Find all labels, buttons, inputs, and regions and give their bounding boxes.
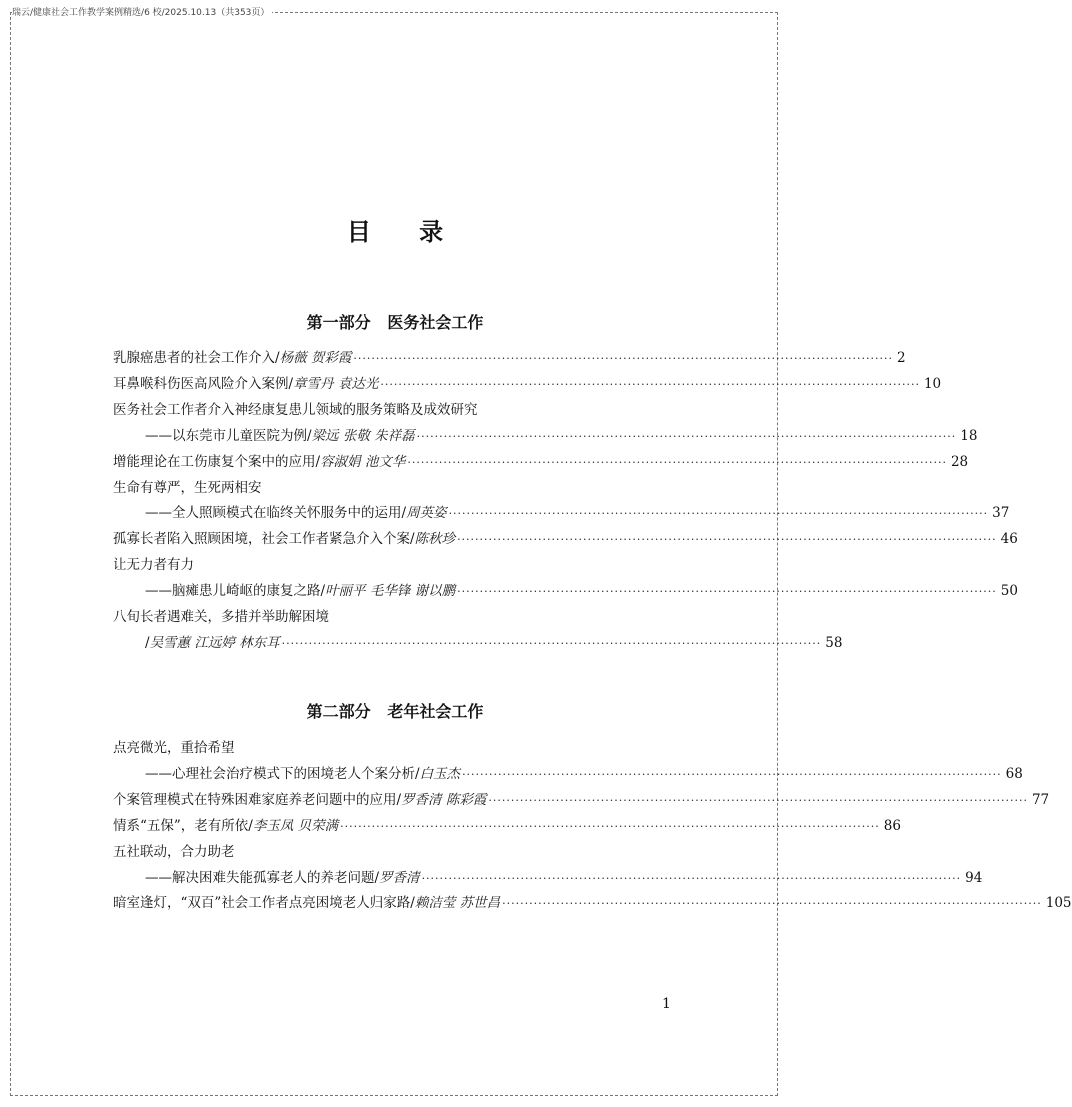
leader-dots: ························································································································ <box>353 352 893 365</box>
leader-dots: ························································································································ <box>462 768 1002 781</box>
entry-authors: 梁远 张敬 朱祥磊 <box>311 428 415 444</box>
toc-entry[interactable] <box>113 451 969 473</box>
entry-title: ——以东莞市儿童医院为例/ <box>145 428 312 444</box>
toc-entry[interactable] <box>145 580 1018 602</box>
entry-authors: 章雪丹 袁达光 <box>293 376 379 392</box>
leader-dots: ························································································································ <box>421 872 962 885</box>
entry-title: 暗室逢灯，“双百”社会工作者点亮困境老人归家路/ <box>113 895 415 911</box>
entry-page-number: 68 <box>1005 766 1023 782</box>
entry-title: 五社联动，合力助老 <box>113 844 235 860</box>
entry-title: ——全人照顾模式在临终关怀服务中的运用/ <box>145 505 407 521</box>
entry-title: 情系“五保”，老有所依/ <box>113 818 253 834</box>
toc-entry-title-line <box>113 606 680 628</box>
entry-title: 点亮微光，重拾希望 <box>113 740 235 756</box>
entry-page-number: 58 <box>825 635 843 651</box>
toc-entry-title-line <box>113 554 680 576</box>
entry-page-number: 50 <box>1000 583 1018 599</box>
leader-dots: ························································································································ <box>457 585 997 598</box>
part-heading: 第一部分 医务社会工作 <box>306 313 484 332</box>
toc-entry[interactable] <box>113 373 942 395</box>
toc-entry-title-line <box>113 399 680 421</box>
leader-dots: ························································································································ <box>502 897 1042 910</box>
toc-entry-title-line <box>113 477 680 499</box>
leader-dots: ························································································································ <box>380 378 920 391</box>
toc-entry[interactable] <box>113 789 1050 811</box>
leader-dots: ························································································································ <box>281 637 822 650</box>
entry-title: 个案管理模式在特殊困难家庭养老问题中的应用/ <box>113 792 402 808</box>
entry-title: 生命有尊严，生死两相安 <box>113 480 262 496</box>
entry-page-number: 46 <box>1000 531 1018 547</box>
part-heading: 第二部分 老年社会工作 <box>306 702 484 721</box>
entry-title: ——脑瘫患儿崎岖的康复之路/ <box>145 583 326 599</box>
toc-entry[interactable] <box>145 502 1010 524</box>
page-number: 1 <box>662 996 671 1012</box>
toc-entry[interactable] <box>113 528 1018 550</box>
entry-title: 增能理论在工伤康复个案中的应用/ <box>113 454 321 470</box>
entry-page-number: 18 <box>960 428 978 444</box>
entry-authors: 叶丽平 毛华锋 谢以鹏 <box>325 583 456 599</box>
entry-authors: 罗香清 陈彩霞 <box>401 792 487 808</box>
toc-entry[interactable] <box>145 867 983 889</box>
entry-title: ——解决困难失能孤寡老人的养老问题/ <box>145 870 380 886</box>
entry-page-number: 10 <box>923 376 942 392</box>
leader-dots: ························································································································ <box>448 507 989 520</box>
entry-authors: 杨薇 贺彩霞 <box>279 350 352 366</box>
leader-dots: ························································································································ <box>457 533 997 546</box>
toc-entry[interactable] <box>145 632 843 654</box>
entry-title: 乳腺癌患者的社会工作介入/ <box>113 350 280 366</box>
entry-page-number: 105 <box>1045 895 1072 911</box>
entry-authors: 周英姿 <box>406 505 447 521</box>
leader-dots: ························································································································ <box>407 456 947 469</box>
entry-authors: 容淑娟 池文华 <box>320 454 406 470</box>
toc-entry[interactable] <box>113 815 901 837</box>
toc-entry[interactable] <box>113 347 906 369</box>
toc-entry[interactable] <box>145 425 978 447</box>
entry-page-number: 2 <box>896 350 906 366</box>
entry-page-number: 28 <box>950 454 969 470</box>
entry-title: 让无力者有力 <box>113 557 194 573</box>
header-note: 瑞云/健康社会工作教学案例精选/6 校/2025.10.13（共353页） <box>12 8 272 19</box>
entry-title: 孤寡长者陷入照顾困境，社会工作者紧急介入个案/ <box>113 531 415 547</box>
entry-title: 医务社会工作者介入神经康复患儿领域的服务策略及成效研究 <box>113 402 478 418</box>
entry-title: 八旬长者遇难关，多措并举助解困境 <box>113 609 329 625</box>
entry-page-number: 77 <box>1031 792 1050 808</box>
entry-page-number: 37 <box>992 505 1010 521</box>
toc-entry[interactable] <box>145 763 1023 785</box>
entry-title: ——心理社会治疗模式下的困境老人个案分析/ <box>145 766 420 782</box>
entry-title: 耳鼻喉科伤医高风险介入案例/ <box>113 376 294 392</box>
entry-authors: 李玉凤 贝荣满 <box>252 818 339 834</box>
entry-page-number: 86 <box>883 818 901 834</box>
entry-page-number: 94 <box>965 870 983 886</box>
toc-entry-title-line <box>113 737 680 759</box>
entry-authors: 罗香清 <box>379 870 420 886</box>
entry-authors: 赖洁莹 苏世昌 <box>414 895 501 911</box>
page-title: 目 录 <box>346 218 464 246</box>
toc-entry-title-line <box>113 841 680 863</box>
leader-dots: ························································································································ <box>416 430 957 443</box>
leader-dots: ························································································································ <box>488 794 1028 807</box>
entry-authors: 陈秋珍 <box>414 531 456 547</box>
toc-entry[interactable] <box>113 892 1072 914</box>
leader-dots: ························································································································ <box>340 820 880 833</box>
entry-authors: 吴雪蕙 江远婷 林东耳 <box>149 635 280 651</box>
entry-title: / <box>145 635 150 651</box>
entry-authors: 白玉杰 <box>419 766 461 782</box>
